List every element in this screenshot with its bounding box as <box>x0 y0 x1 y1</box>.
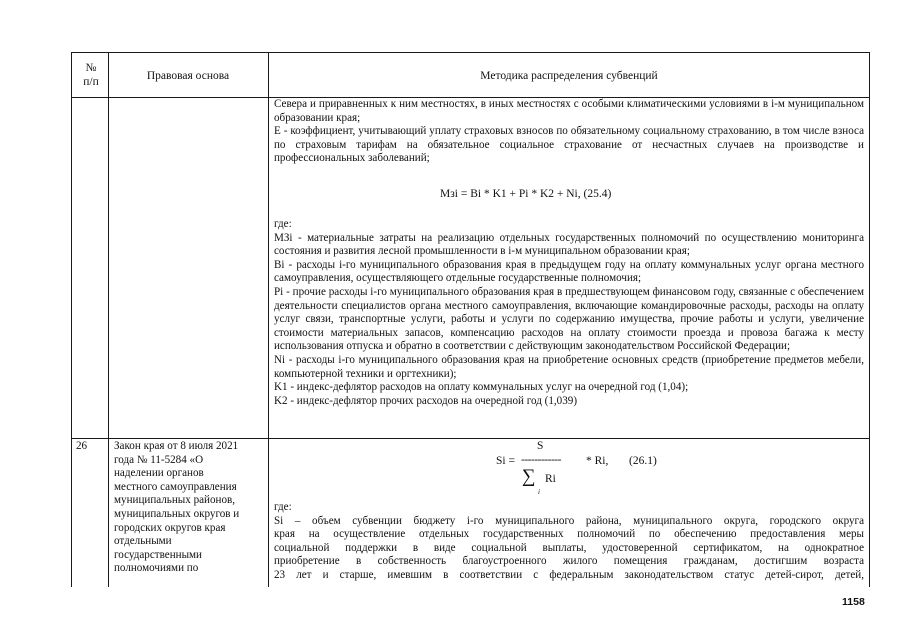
table-right-border <box>869 52 870 587</box>
law-line: полномочиями по <box>114 562 199 575</box>
formula-25-4: Мзi = Bi * K1 + Pi * K2 + Ni, (25.4) <box>440 188 612 200</box>
definition-k2: K2 - индекс-дефлятор прочих расходов на очередной год (1,039) <box>274 394 578 407</box>
definition-si-line: социальной поддержки в виде социальной выплаты, удостоверенной сертификатом, на однократное <box>274 541 864 554</box>
row-number: 26 <box>76 440 88 452</box>
col-divider-1 <box>108 52 109 587</box>
law-line: Закон края от 8 июля 2021 <box>114 440 239 452</box>
definition-si-line: 23 лет и старше, имевшим в соответствии с федеральным законодательством статус детей-сирот, детей, <box>274 568 864 581</box>
legal-basis-cell <box>114 440 266 576</box>
definition-si-line: края на осуществление отдельных государственных полномочий по обеспечению предоставления меры <box>274 528 864 541</box>
col-divider-2 <box>268 52 269 587</box>
table-left-border <box>71 52 72 587</box>
law-line: муниципальных районов, <box>114 494 236 507</box>
table-top-border <box>71 52 870 53</box>
header-number: № п/п <box>83 62 99 88</box>
paragraph: Севера и приравненных к ним местностях, в иных местностях с особыми климатическими условиями в i-м муниципальном образовании края; <box>274 98 864 124</box>
law-line: года № 11-5284 «О <box>114 453 204 466</box>
definition-si-line: приобретение в собственность благоустроенного жилого помещения гражданам, достигшим возраста <box>274 555 864 568</box>
definition-pi: Pi - прочие расходы i-го муниципального образования края в предшествующем финансовом году, связанные с обеспечением деятельности специалистов органа местного самоуправления, включающие командировочные расходы, расходы на оплату услуг связи, транспортные услуги, работы и услуги по содержанию имущества, прочие работы и услуги, увеличение стоимости материальных запасов, компенсацию расходов на оплату стоимости проезда и провоза багажа к месту использования отпуска и обратно в соответствии с действующим законодательством Российской Федерации; <box>274 285 864 353</box>
paragraph: E - коэффициент, учитывающий уплату страховых взносов по обязательному социальному страхованию, в том числе взноса по страховым тарифам на обязательное социальное страхование от несчастных случаев на производстве и профессиональных заболеваний; <box>274 125 864 165</box>
formula-fraction-bar: ------------ <box>521 454 561 466</box>
sum-symbol: ∑ <box>522 466 536 487</box>
formula-denominator: Ri <box>545 473 556 485</box>
law-line: муниципальных округов и <box>114 507 240 520</box>
header-legal-basis: Правовая основа <box>146 70 230 82</box>
continuation-text <box>274 98 864 166</box>
law-line: наделении органов <box>114 467 204 480</box>
where-label: где: <box>274 501 292 513</box>
sum-index: i <box>538 488 540 496</box>
formula-numerator: S <box>537 440 544 452</box>
definition-si-line: Si – объем субвенции бюджету i-го муниципального района, муниципального округа, городского округа <box>274 514 864 527</box>
header-methodology: Методика распределения субвенций <box>480 70 658 82</box>
law-line: местного самоуправления <box>114 480 237 493</box>
definition-bi: Bi - расходы i-го муниципального образования края в предыдущем году на оплату коммунальных услуг органа местного самоуправления, осуществляющего отдельные государственные полномочия; <box>274 258 864 285</box>
formula-lhs: Si = <box>496 455 515 467</box>
definition-mzi: МЗi - материальные затраты на реализацию отдельных государственных полномочий по осуществлению мониторинга состояния и развития лесной промышленности в i-м муниципальном образовании края; <box>274 231 864 258</box>
definitions-block <box>274 218 864 408</box>
formula-rhs: * Ri, <box>586 455 609 467</box>
law-line: городских округов края <box>114 521 226 534</box>
formula-number: (26.1) <box>629 455 657 467</box>
definition-ni: Ni - расходы i-го муниципального образования края на приобретение основных средств (приобретение предметов мебели, компьютерной техники и оргтехники); <box>274 353 864 380</box>
where-label: где: <box>274 218 292 230</box>
law-line: отдельными <box>114 535 172 548</box>
row-divider <box>71 438 870 439</box>
law-line: государственными <box>114 548 202 561</box>
row26-definitions <box>274 501 864 583</box>
definition-k1: K1 - индекс-дефлятор расходов на оплату коммунальных услуг на очередной год (1,04); <box>274 381 689 394</box>
page-number: 1158 <box>842 596 865 608</box>
